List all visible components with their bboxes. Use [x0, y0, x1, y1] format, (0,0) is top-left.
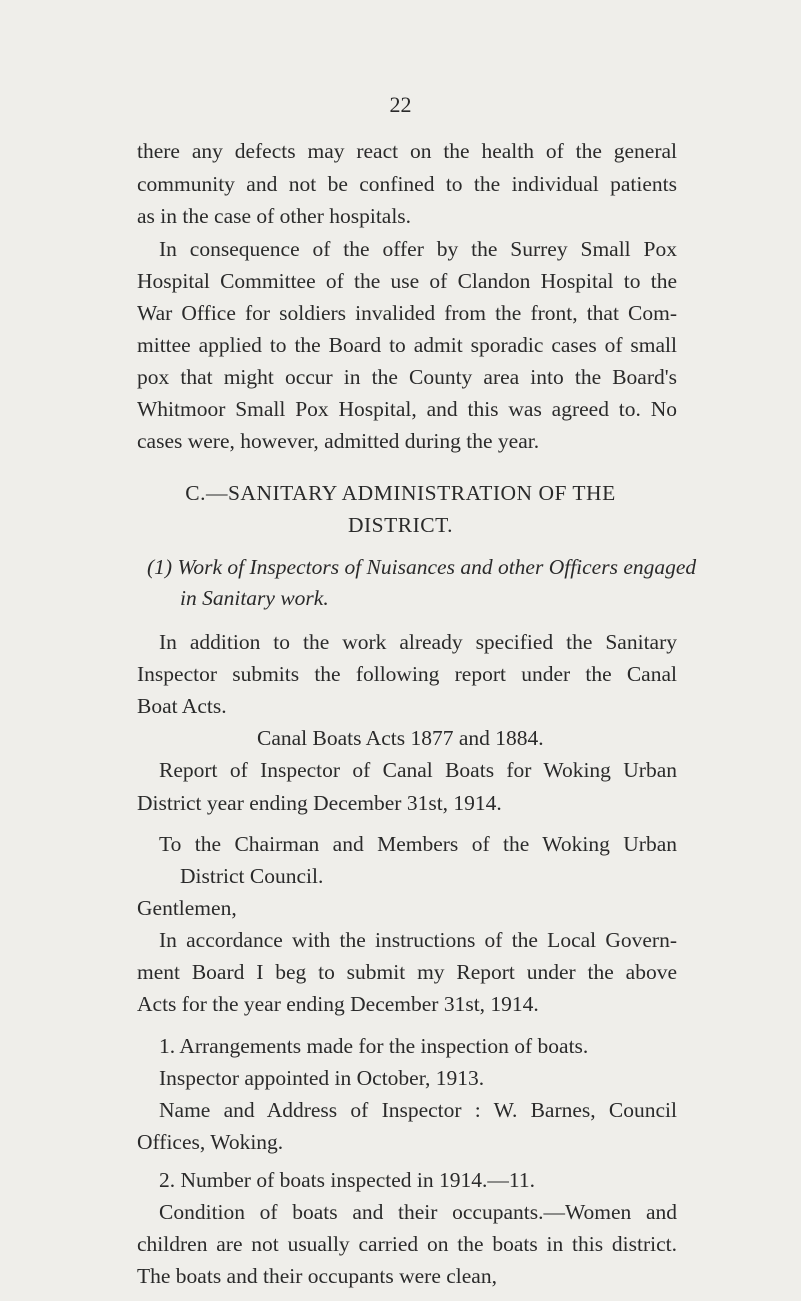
text-line: In accordance with the instructions of the Local Govern- [159, 928, 677, 952]
text-line: Acts for the year ending December 31st, 1914. [137, 992, 539, 1016]
text-line: Offices, Woking. [137, 1130, 284, 1154]
text-line: District year ending December 31st, 1914. [137, 791, 502, 815]
text-line: Name and Address of Inspector : W. Barnes, Council [159, 1098, 677, 1122]
text-line: District Council. [180, 864, 324, 888]
text-line: Canal Boats Acts 1877 and 1884. [257, 726, 544, 750]
text-line: Gentlemen, [137, 896, 237, 920]
text-line: cases were, however, admitted during the year. [137, 429, 540, 453]
text-line: In consequence of the offer by the Surrey Small Pox [159, 237, 677, 261]
page-number: 22 [389, 92, 412, 117]
text-line: Report of Inspector of Canal Boats for Woking Urban [159, 758, 677, 782]
text-line: Boat Acts. [137, 694, 227, 718]
text-line: To the Chairman and Members of the Woking Urban [159, 832, 677, 856]
text-line: mittee applied to the Board to admit sporadic cases of small [137, 333, 677, 357]
text-line: Hospital Committee of the use of Clandon Hospital to the [137, 269, 677, 293]
section-heading: C.—SANITARY ADMINISTRATION OF THE [185, 481, 616, 505]
text-line: community and not be confined to the individual patients [137, 172, 677, 196]
text-line: there any defects may react on the health of the general [137, 139, 677, 163]
text-line: Condition of boats and their occupants.—Women and [159, 1200, 677, 1224]
section-heading: DISTRICT. [347, 513, 454, 537]
text-line: The boats and their occupants were clean, [137, 1264, 497, 1288]
text-line: Whitmoor Small Pox Hospital, and this was agreed to. No [137, 397, 677, 421]
text-line: Inspector appointed in October, 1913. [159, 1066, 485, 1090]
text-line: Inspector submits the following report under the Canal [137, 662, 677, 686]
subheading: (1) Work of Inspectors of Nuisances and other Officers engaged [147, 555, 697, 579]
text-line: ment Board I beg to submit my Report under the above [137, 960, 677, 984]
text-line: War Office for soldiers invalided from the front, that Com- [137, 301, 677, 325]
text-line: In addition to the work already specified the Sanitary [159, 630, 677, 654]
text-line: as in the case of other hospitals. [137, 204, 412, 228]
text-line: pox that might occur in the County area into the Board's [137, 365, 677, 389]
subheading: in Sanitary work. [180, 586, 329, 610]
text-line: 1. Arrangements made for the inspection of boats. [159, 1034, 589, 1058]
text-line: 2. Number of boats inspected in 1914.—11. [159, 1168, 535, 1192]
text-line: children are not usually carried on the boats in this district. [137, 1232, 677, 1256]
